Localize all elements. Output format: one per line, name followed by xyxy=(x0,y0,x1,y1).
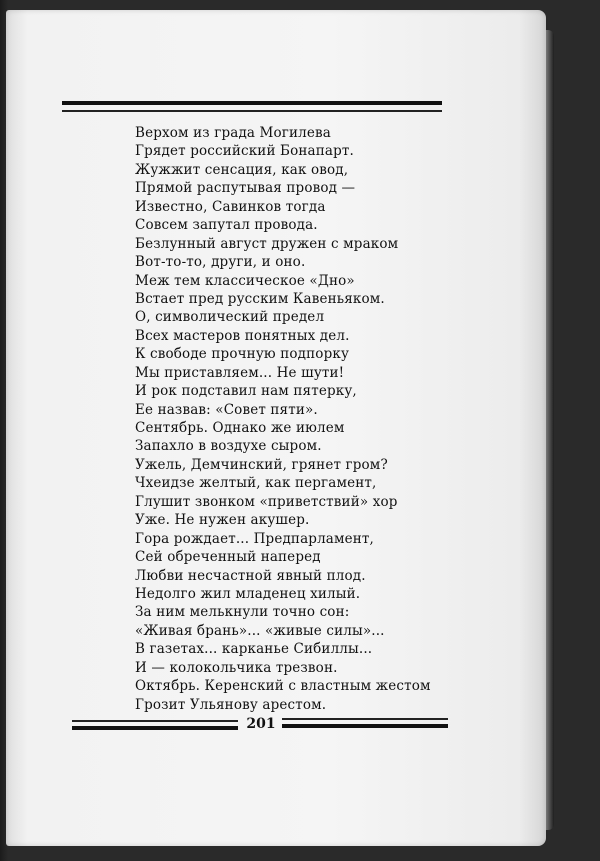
header-rule-thick xyxy=(62,101,442,105)
poem-line: «Живая брань»... «живые силы»... xyxy=(135,622,385,639)
poem-line: Октябрь. Керенский с властным жестом xyxy=(135,678,431,695)
poem-line: Прямой распутывая провод — xyxy=(135,180,356,197)
poem-line: Ее назвав: «Совет пяти». xyxy=(135,401,318,418)
poem-line: Сей обреченный наперед xyxy=(135,549,321,566)
poem-line: О, символический предел xyxy=(135,309,325,326)
poem-line: Недолго жил младенец хилый. xyxy=(135,585,361,602)
poem-line: Известно, Савинков тогда xyxy=(135,198,326,215)
poem-line: К свободе прочную подпорку xyxy=(135,346,350,363)
poem-line: И — колокольчика трезвон. xyxy=(135,659,338,676)
poem-line: Жужжит сенсация, как овод, xyxy=(135,161,349,178)
poem-text xyxy=(135,124,431,714)
poem-line: Встает пред русским Кавеньяком. xyxy=(135,290,385,307)
poem-line: Ужель, Демчинский, грянет гром? xyxy=(135,456,388,473)
poem-line: Совсем запутал провода. xyxy=(135,217,318,234)
poem-line: Верхом из града Могилева xyxy=(135,125,331,141)
poem-line: Запахло в воздухе сыром. xyxy=(135,438,322,455)
poem-line: Грядет российский Бонапарт. xyxy=(135,143,354,160)
poem-line: Уже. Не нужен акушер. xyxy=(135,512,310,529)
poem-line: И рок подставил нам пятерку, xyxy=(135,383,357,400)
poem-line: Меж тем классическое «Дно» xyxy=(135,272,355,289)
poem-line: За ним мелькнули точно сон: xyxy=(135,604,350,621)
footer-rule-left-thin xyxy=(72,720,238,722)
poem-line: Любви несчастной явный плод. xyxy=(135,567,366,584)
poem-line: Безлунный август дружен с мраком xyxy=(135,235,399,252)
poem-line: Глушит звонком «приветствий» хор xyxy=(135,493,398,510)
footer-rule-right-thin xyxy=(282,718,448,720)
footer-rule-left-thick xyxy=(72,726,238,730)
poem-line: Всех мастеров понятных дел. xyxy=(135,327,350,344)
poem-line: Гора рождает... Предпарламент, xyxy=(135,530,374,547)
poem-line: Мы приставляем... Не шути! xyxy=(135,364,345,381)
poem-line: В газетах... карканье Сибиллы... xyxy=(135,641,373,658)
poem-line: Сентябрь. Однако же июлем xyxy=(135,420,345,436)
poem-line: Чхеидзе желтый, как пергамент, xyxy=(135,475,377,492)
footer-rule-right-thick xyxy=(282,724,448,728)
header-rule-thin xyxy=(62,110,442,112)
poem-line: Вот-то-то, други, и оно. xyxy=(135,254,306,271)
page-number: 201 xyxy=(246,716,276,732)
poem-line: Грозит Ульянову арестом. xyxy=(135,696,327,713)
